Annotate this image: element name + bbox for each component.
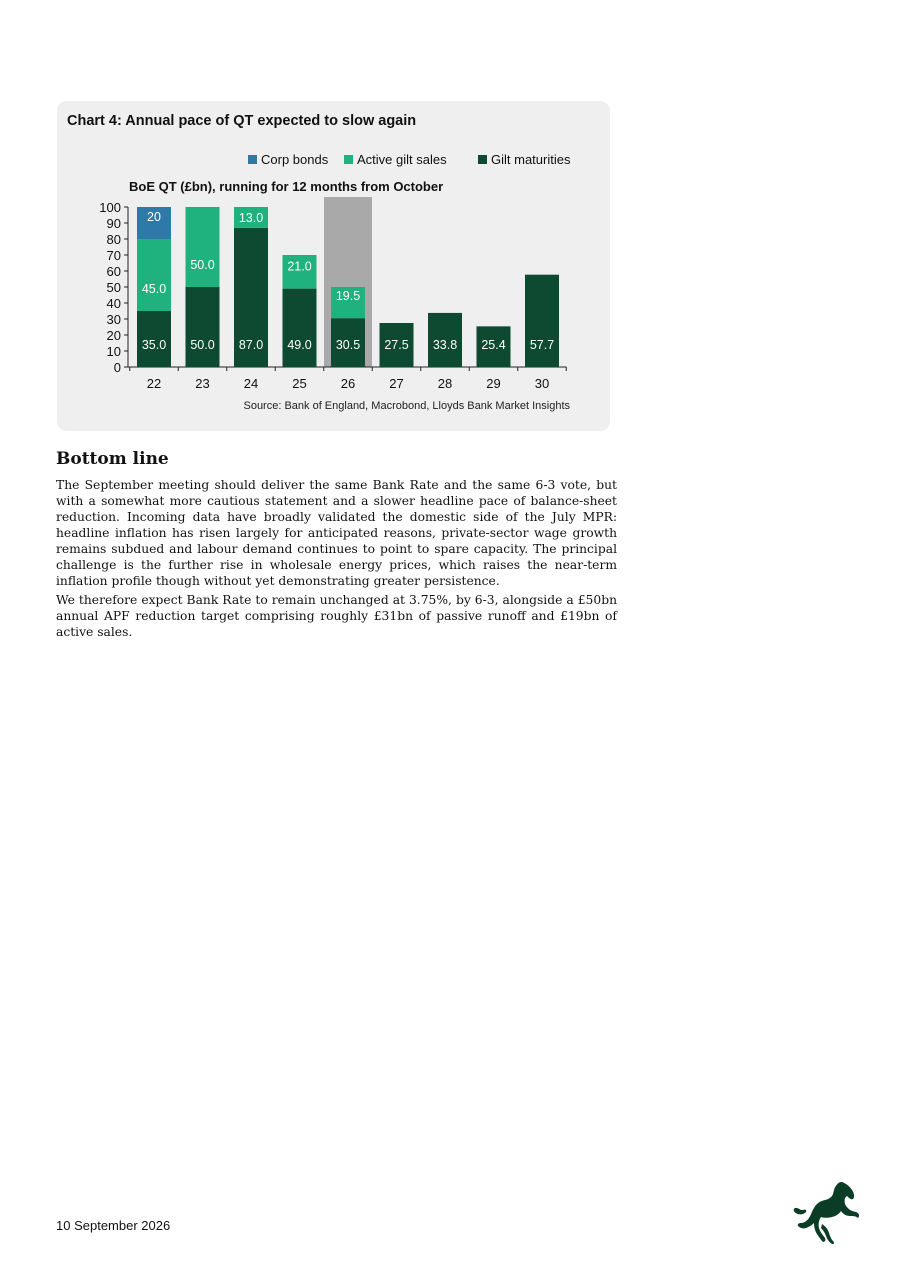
body-paragraph-1: The September meeting should deliver the same Bank Rate and the same 6-3 vote, but with a somewhat more cautious statement and a slower headline pace of balance-sheet reduction. Incoming data have broadly validated the domestic side of the July MPR: headline inflation has risen largely for anticipated reasons, private-sector wage growth remains subdued and labour demand continues to point to spare capacity. The principal challenge is the further rise in wholesale energy prices, which raises the near-term inflation profile though without yet demonstrating greater persistence.	[56, 478, 617, 588]
y-tick-label: 10	[106, 344, 121, 359]
x-tick-label: 24	[243, 376, 259, 391]
qt-stacked-bar-chart	[57, 101, 610, 401]
data-label: 49.0	[287, 338, 312, 352]
legend-swatch-corp-bonds	[248, 155, 257, 164]
data-label: 30.5	[335, 338, 361, 352]
bar-gilt-maturities-23	[186, 287, 220, 367]
data-label: 19.5	[335, 289, 361, 304]
y-tick-label: 70	[106, 248, 121, 263]
bar-gilt-maturities-30	[525, 275, 559, 367]
chart-panel	[57, 101, 610, 431]
black-horse-logo-icon	[792, 1180, 862, 1246]
footer-date: 10 September 2026	[56, 1218, 171, 1233]
bar-active-gilt-sales-22	[137, 239, 171, 311]
x-tick-label: 30	[534, 376, 550, 391]
data-label: 57.7	[529, 338, 555, 352]
bar-gilt-maturities-25	[283, 289, 317, 367]
y-tick-label: 80	[106, 232, 121, 247]
legend-swatch-active-gilt-sales	[344, 155, 353, 164]
x-tick-label: 22	[146, 376, 162, 391]
chart-subtitle: BoE QT (£bn), running for 12 months from October	[129, 179, 444, 194]
data-label: 20	[147, 210, 161, 224]
x-tick-label: 26	[340, 376, 356, 391]
chart-heading: Chart 4: Annual pace of QT expected to slow again	[67, 113, 417, 129]
legend-label-active-gilt-sales: Active gilt sales	[357, 152, 447, 167]
data-label: 21.0	[287, 259, 312, 274]
y-tick-label: 60	[106, 264, 121, 279]
y-tick-label: 30	[106, 312, 121, 327]
data-label: 87.0	[238, 338, 264, 352]
section-title: Bottom line	[56, 449, 169, 469]
legend-swatch-gilt-maturities	[478, 155, 487, 164]
y-tick-label: 40	[106, 296, 121, 311]
x-tick-label: 23	[195, 376, 210, 391]
y-tick-label: 0	[113, 360, 121, 375]
x-tick-label: 28	[437, 376, 453, 391]
bar-active-gilt-sales-23	[186, 207, 220, 287]
body-paragraph-2: We therefore expect Bank Rate to remain unchanged at 3.75%, by 6-3, alongside a £50bn annual APF reduction target comprising roughly £31bn of passive runoff and £19bn of active sales.	[56, 593, 617, 639]
x-tick-label: 29	[486, 376, 501, 391]
data-label: 27.5	[384, 338, 409, 352]
y-tick-label: 90	[106, 216, 121, 231]
data-label: 25.4	[481, 338, 506, 352]
data-label: 33.8	[432, 338, 458, 352]
data-label: 50.0	[190, 258, 215, 272]
x-tick-label: 25	[292, 376, 307, 391]
data-label: 13.0	[238, 211, 264, 225]
y-tick-label: 50	[106, 280, 121, 295]
legend-label-corp-bonds: Corp bonds	[261, 152, 329, 167]
chart-source: Source: Bank of England, Macrobond, Lloyds Bank Market Insights	[243, 400, 570, 412]
y-tick-label: 20	[106, 328, 121, 343]
data-label: 50.0	[190, 338, 215, 352]
legend-label-gilt-maturities: Gilt maturities	[491, 152, 571, 167]
y-tick-label: 100	[99, 200, 121, 215]
data-label: 45.0	[141, 282, 167, 296]
data-label: 35.0	[141, 338, 167, 352]
x-tick-label: 27	[389, 376, 404, 391]
